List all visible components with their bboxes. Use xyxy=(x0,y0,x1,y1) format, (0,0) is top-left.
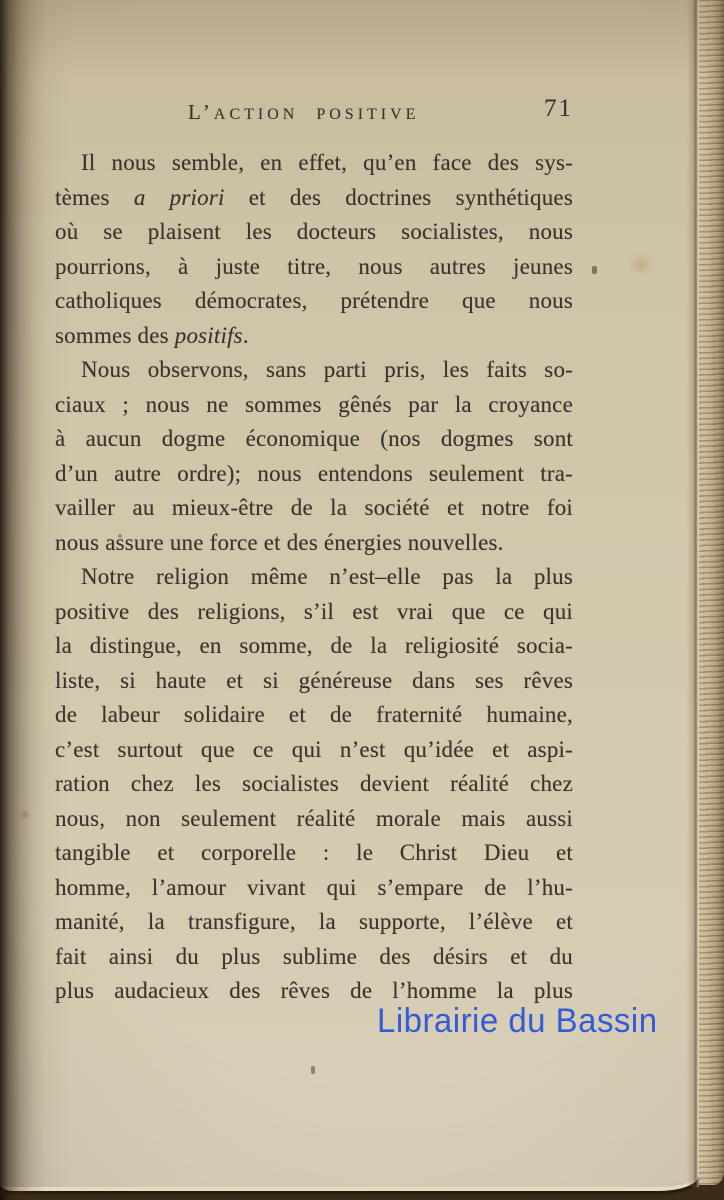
text-line: liste, si haute et si généreuse dans ses rêves xyxy=(55,667,573,693)
fore-edge-page-stack xyxy=(699,0,724,1185)
text-block xyxy=(55,146,573,1009)
foxing-stain xyxy=(626,252,656,278)
text-line: ration chez les socialistes devient réalité chez xyxy=(55,771,573,796)
text-line: manité, la transfigure, la supporte, l’élève et xyxy=(55,909,573,934)
bookseller-watermark: Librairie du Bassin xyxy=(377,1002,658,1040)
text-line: à aucun dogme économique (nos dogmes sont xyxy=(55,426,573,451)
text-line: sommes des positifs. xyxy=(55,322,249,348)
text-line: vailler au mieux-être de la société et notre foi xyxy=(55,495,573,520)
text-line: où se plaisent les docteurs socialistes, nous xyxy=(55,219,573,244)
paragraph xyxy=(55,146,573,353)
text-line: plus audacieux des rêves de l’homme la plus xyxy=(55,978,573,1003)
text-line: c’est surtout que ce qui n’est qu’idée et aspi- xyxy=(55,736,573,762)
text-line: Notre religion même n’est–elle pas la plus xyxy=(81,564,573,589)
text-line: de labeur solidaire et de fraternité humaine, xyxy=(55,702,573,727)
paragraph xyxy=(55,353,573,560)
text-line: tangible et corporelle : le Christ Dieu et xyxy=(55,840,573,865)
ink-speck xyxy=(311,1066,315,1074)
text-line: ciaux ; nous ne sommes gênés par la croyance xyxy=(55,391,573,417)
ink-speck xyxy=(592,266,597,274)
text-line: pourrions, à juste titre, nous autres jeunes xyxy=(55,253,573,279)
paragraph xyxy=(55,560,573,1009)
text-line: Nous observons, sans parti pris, les faits so- xyxy=(81,357,573,382)
text-line: fait ainsi du plus sublime des désirs et du xyxy=(55,943,573,969)
text-line: Il nous semble, en effet, qu’en face des sys- xyxy=(81,150,573,175)
text-line: nous assure une force et des énergies nouvelles. xyxy=(55,529,504,555)
text-line: homme, l’amour vivant qui s’empare de l’hu- xyxy=(55,874,573,900)
text-line: d’un autre ordre); nous entendons seulement tra- xyxy=(55,460,573,486)
foxing-stain xyxy=(18,808,32,821)
page-number: 71 xyxy=(544,95,573,122)
text-line: positive des religions, s’il est vrai que ce qui xyxy=(55,598,573,624)
text-line: catholiques démocrates, prétendre que nous xyxy=(55,288,573,313)
text-line: la distingue, en somme, de la religiosité socia- xyxy=(55,633,573,658)
text-line: tèmes a priori et des doctrines synthétiques xyxy=(55,184,573,210)
running-head-title: L’ACTION POSITIVE xyxy=(188,100,420,124)
text-line: nous, non seulement réalité morale mais aussi xyxy=(55,805,573,831)
